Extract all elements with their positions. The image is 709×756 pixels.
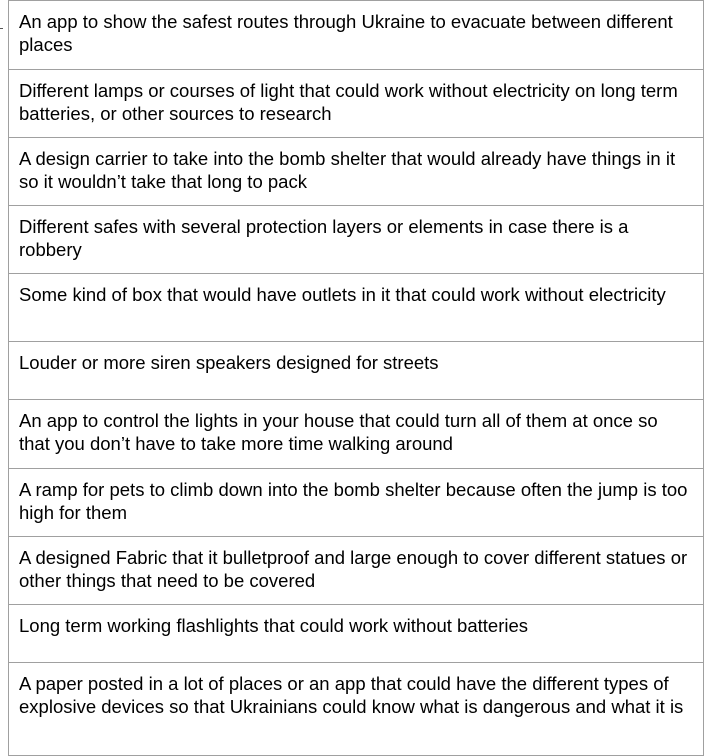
idea-cell: Louder or more siren speakers designed for streets — [9, 342, 704, 400]
table-row — [9, 274, 704, 342]
table-row — [9, 537, 704, 605]
table-row — [9, 400, 704, 469]
idea-cell: Long term working flashlights that could work without batteries — [9, 605, 704, 663]
idea-cell: Different safes with several protection layers or elements in case there is a robbery — [9, 206, 704, 274]
idea-cell: An app to control the lights in your house that could turn all of them at once so that you don’t have to take more time walking around — [9, 400, 704, 469]
table-row — [9, 469, 704, 537]
table-row — [9, 138, 704, 206]
idea-cell: Different lamps or courses of light that could work without electricity on long term batteries, or other sources to research — [9, 70, 704, 138]
table-row — [9, 663, 704, 756]
idea-cell: A ramp for pets to climb down into the bomb shelter because often the jump is too high for them — [9, 469, 704, 537]
table-row — [9, 342, 704, 400]
ideas-table — [8, 0, 704, 756]
table-row — [9, 206, 704, 274]
idea-cell: A designed Fabric that it bulletproof and large enough to cover different statues or other things that need to be covered — [9, 537, 704, 605]
table-row — [9, 70, 704, 138]
edge-mark — [0, 28, 3, 29]
idea-cell: A paper posted in a lot of places or an app that could have the different types of explosive devices so that Ukrainians could know what is dangerous and what it is — [9, 663, 704, 756]
table-row — [9, 1, 704, 70]
idea-cell: An app to show the safest routes through Ukraine to evacuate between different places — [9, 1, 704, 70]
idea-cell: Some kind of box that would have outlets in it that could work without electricity — [9, 274, 704, 342]
table-row — [9, 605, 704, 663]
idea-cell: A design carrier to take into the bomb shelter that would already have things in it so it wouldn’t take that long to pack — [9, 138, 704, 206]
